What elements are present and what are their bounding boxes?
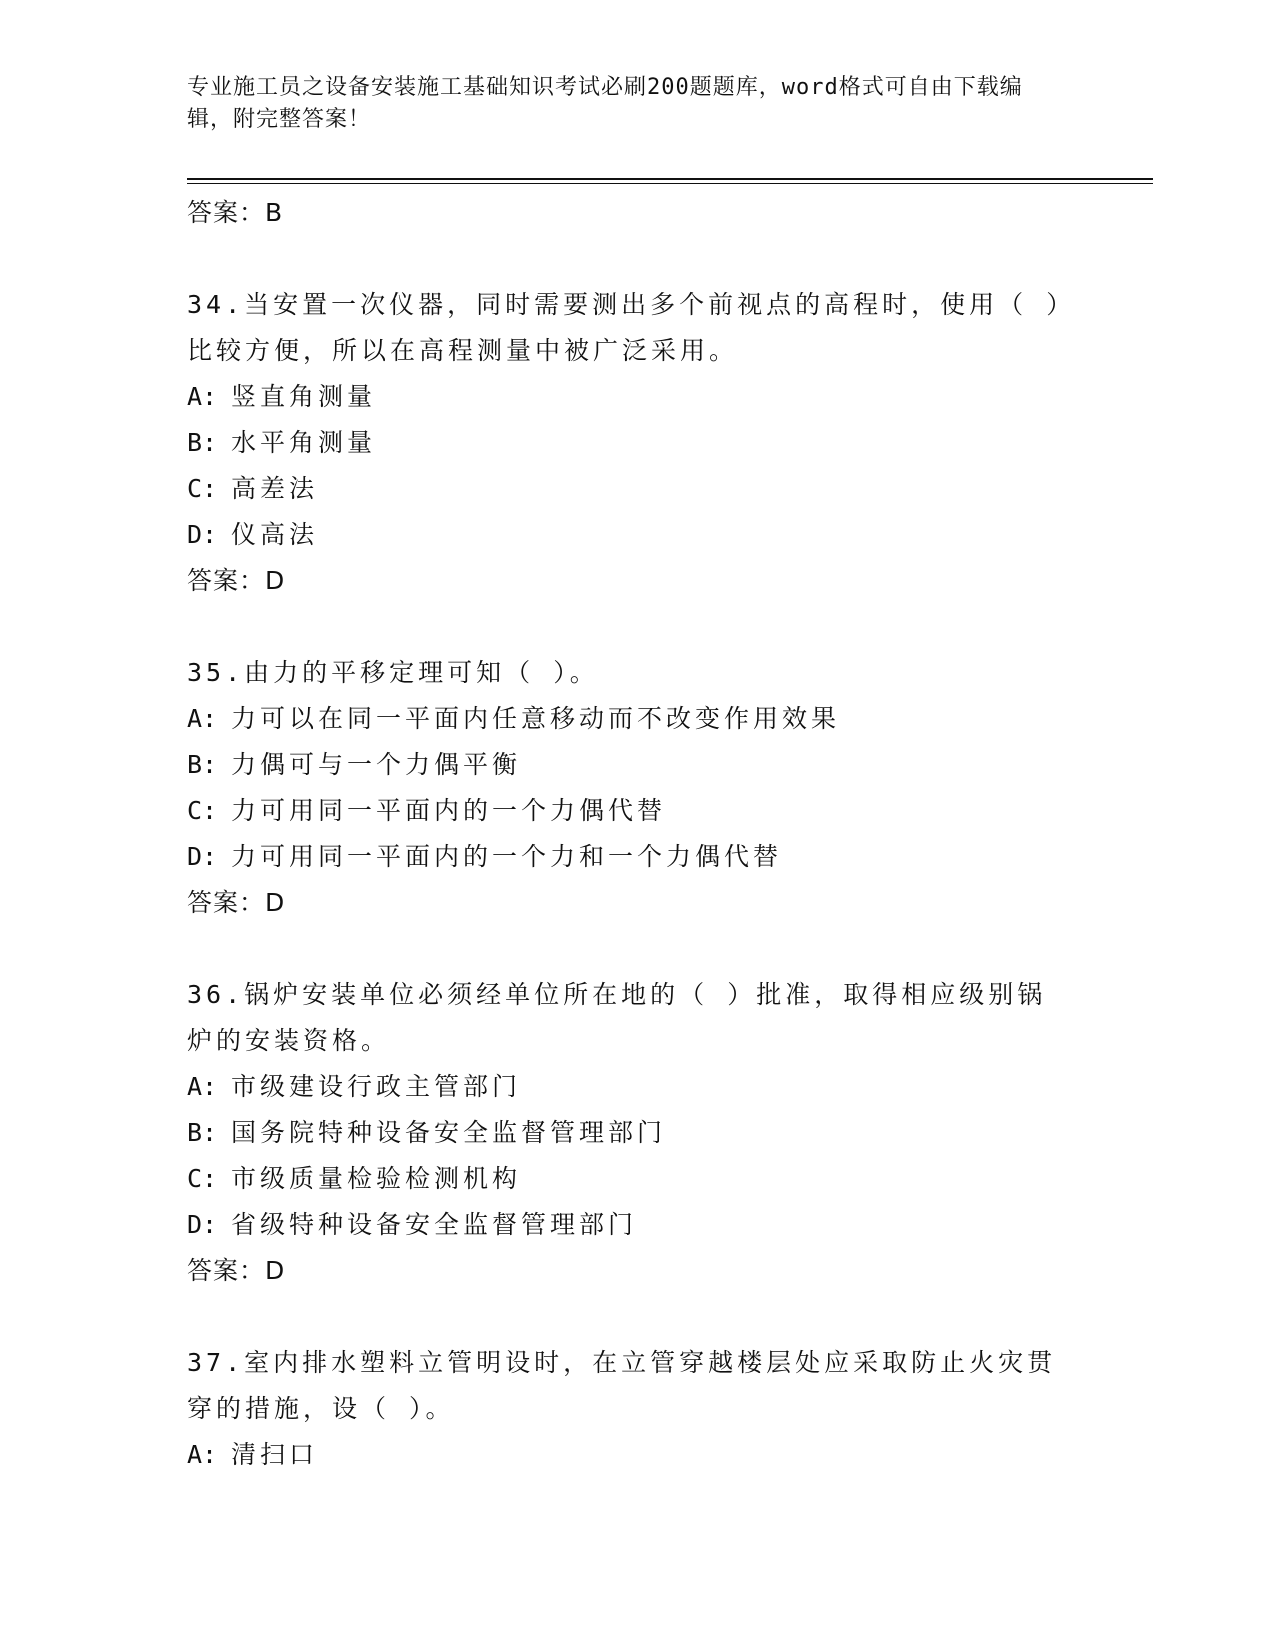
question-list — [187, 190, 1087, 1478]
option-letter: A: — [187, 1440, 218, 1469]
option-text: 水平角测量 — [231, 428, 377, 457]
option-row — [187, 788, 1087, 834]
spacer — [187, 604, 1087, 650]
option-row — [187, 374, 1087, 420]
header-divider-thin — [187, 183, 1153, 184]
question-35-text: 35.由力的平移定理可知（ ）。 — [187, 658, 599, 687]
option-letter: A: — [187, 1072, 218, 1101]
option-text: 国务院特种设备安全监督管理部门 — [231, 1118, 667, 1147]
option-text: 市级建设行政主管部门 — [231, 1072, 522, 1101]
option-text: 力可用同一平面内的一个力和一个力偶代替 — [231, 842, 783, 871]
question-36-text: 36.锅炉安装单位必须经单位所在地的（ ）批准，取得相应级别锅炉的安装资格。 — [187, 980, 1047, 1055]
option-text: 力可以在同一平面内任意移动而不改变作用效果 — [231, 704, 841, 733]
option-text: 市级质量检验检测机构 — [231, 1164, 522, 1193]
option-row — [187, 1110, 1087, 1156]
option-row — [187, 512, 1087, 558]
option-row — [187, 1064, 1087, 1110]
spacer — [187, 236, 1087, 282]
option-text: 省级特种设备安全监督管理部门 — [231, 1210, 638, 1239]
answer-line: 答案：B — [187, 198, 284, 227]
answer-line: 答案：D — [187, 1256, 286, 1285]
question-37-text: 37.室内排水塑料立管明设时，在立管穿越楼层处应采取防止火灾贯穿的措施，设（ ）。 — [187, 1348, 1057, 1423]
spacer — [187, 1294, 1087, 1340]
option-letter: B: — [187, 1118, 218, 1147]
option-text: 力可用同一平面内的一个力偶代替 — [231, 796, 667, 825]
option-text: 高差法 — [231, 474, 319, 503]
answer-line: 答案：D — [187, 566, 286, 595]
option-row — [187, 420, 1087, 466]
option-text: 力偶可与一个力偶平衡 — [231, 750, 522, 779]
option-letter: D: — [187, 520, 218, 549]
option-letter: A: — [187, 382, 218, 411]
spacer — [187, 926, 1087, 972]
option-letter: B: — [187, 750, 218, 779]
option-letter: D: — [187, 1210, 218, 1239]
answer-line: 答案：D — [187, 888, 286, 917]
option-row — [187, 742, 1087, 788]
option-letter: D: — [187, 842, 218, 871]
option-row — [187, 1202, 1087, 1248]
option-row — [187, 466, 1087, 512]
option-row — [187, 834, 1087, 880]
question-34-text: 34.当安置一次仪器，同时需要测出多个前视点的高程时，使用（ ）比较方便，所以在高程测量中被广泛采用。 — [187, 290, 1063, 365]
option-text: 清扫口 — [231, 1440, 319, 1469]
option-letter: C: — [187, 796, 218, 825]
header-divider-thick — [187, 178, 1153, 180]
option-row — [187, 1156, 1087, 1202]
option-letter: A: — [187, 704, 218, 733]
option-text: 仪高法 — [231, 520, 319, 549]
option-row — [187, 1432, 1087, 1478]
option-letter: B: — [187, 428, 218, 457]
option-row — [187, 696, 1087, 742]
option-text: 竖直角测量 — [231, 382, 377, 411]
option-letter: C: — [187, 474, 218, 503]
option-letter: C: — [187, 1164, 218, 1193]
document-header: 专业施工员之设备安装施工基础知识考试必刷200题题库，word格式可自由下载编辑，附完整答案！ — [187, 75, 1023, 132]
